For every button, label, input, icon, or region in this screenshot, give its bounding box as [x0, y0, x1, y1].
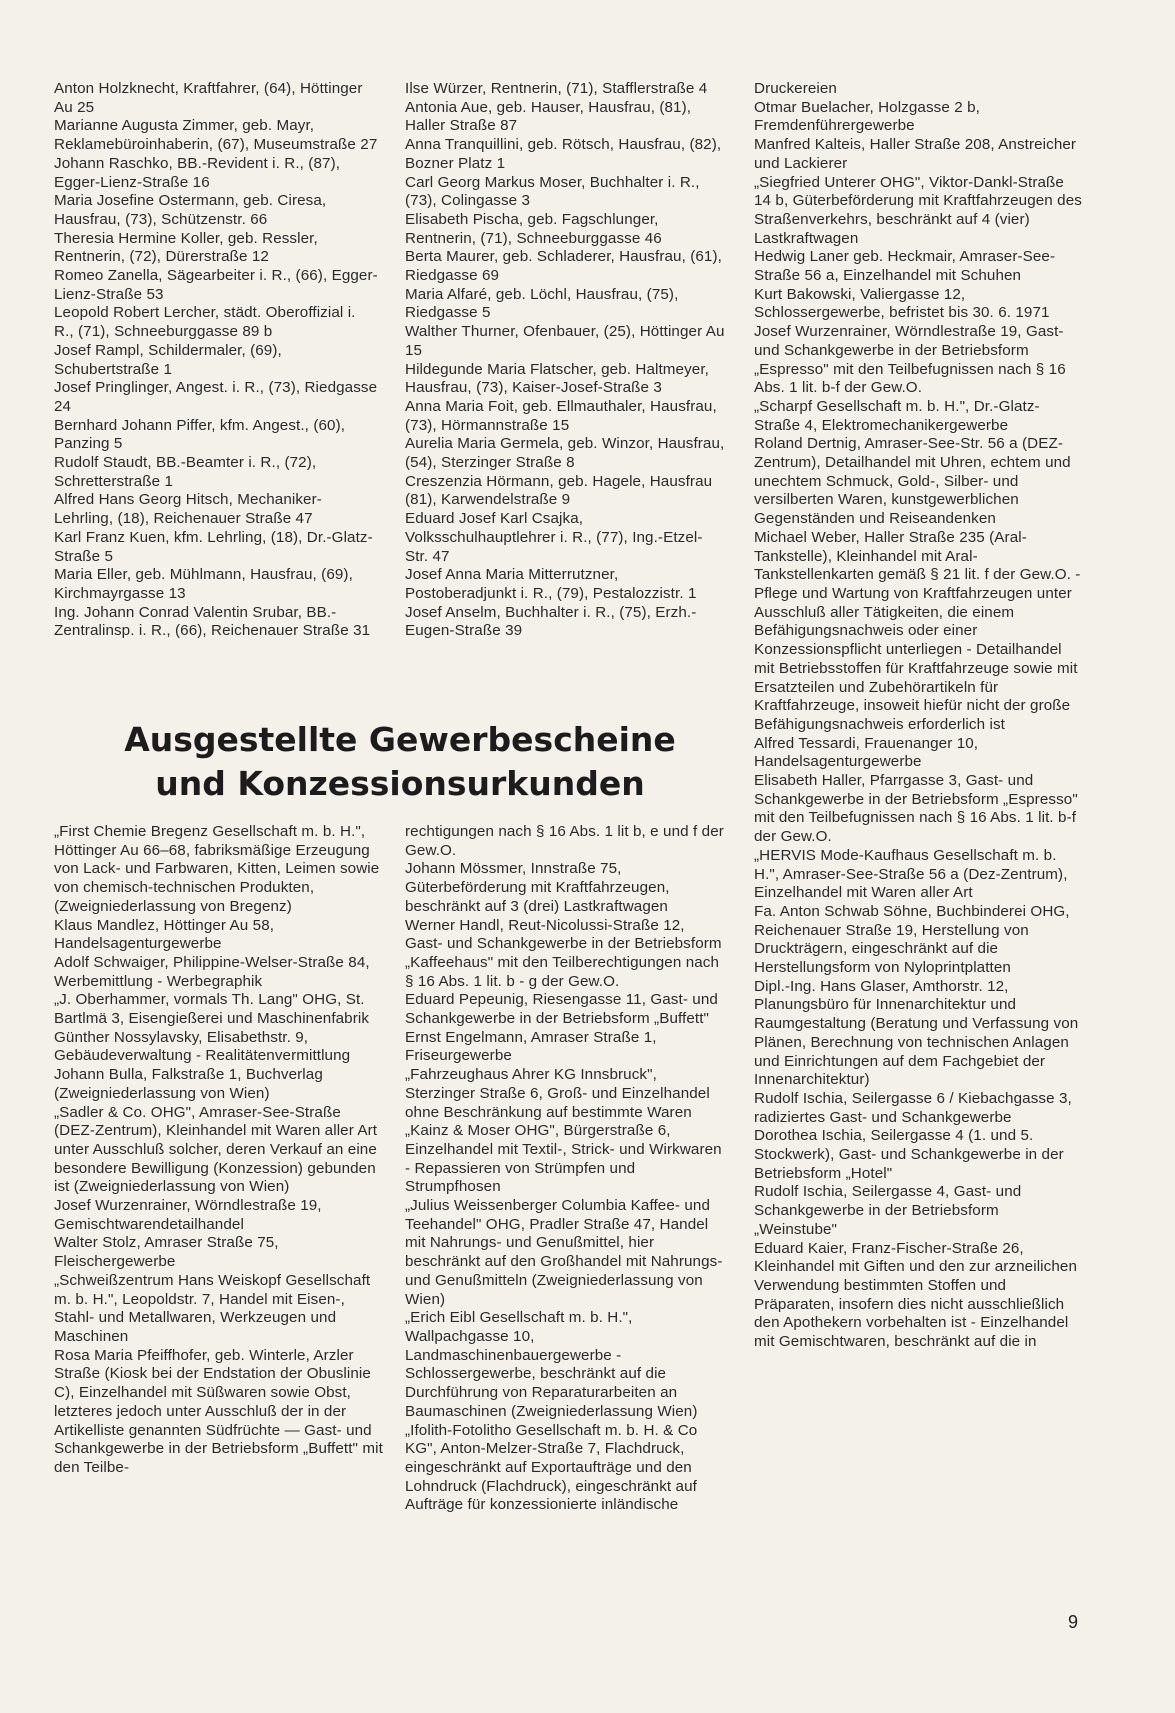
license-column-2 — [405, 823, 725, 1515]
list-item: Alfred Hans Georg Hitsch, Mechaniker-Lehrling, (18), Reichenauer Straße 47 — [54, 491, 322, 528]
list-item: „Fahrzeughaus Ahrer KG Innsbruck", Sterzinger Straße 6, Groß- und Einzelhandel ohne Beschränkung auf bestimmte Waren — [405, 1066, 710, 1121]
list-item: Karl Franz Kuen, kfm. Lehrling, (18), Dr.-Glatz-Straße 5 — [54, 528, 373, 565]
section-heading — [100, 718, 700, 806]
list-item: Maria Eller, geb. Mühlmann, Hausfrau, (69), Kirchmayrgasse 13 — [54, 566, 353, 602]
list-item: Johann Raschko, BB.-Revident i. R., (87), Egger-Lienz-Straße 16 — [54, 154, 341, 191]
list-item: Alfred Tessardi, Frauenanger 10, Handelsagenturgewerbe — [754, 734, 979, 771]
list-item: Maria Josefine Ostermann, geb. Ciresa, Hausfrau, (73), Schützenstr. 66 — [54, 192, 327, 228]
license-column-3 — [754, 80, 1084, 1352]
list-item: Anna Tranquillini, geb. Rötsch, Hausfrau, (82), Bozner Platz 1 — [405, 136, 722, 172]
list-item: Rudolf Staudt, BB.-Beamter i. R., (72), Schretterstraße 1 — [54, 454, 317, 490]
obituary-column-1 — [54, 80, 379, 641]
page-number: 9 — [1068, 1612, 1079, 1632]
obituary-column-2 — [405, 80, 725, 641]
list-item: Hedwig Laner geb. Heckmair, Amraser-See-Straße 56 a, Einzelhandel mit Schuhen — [754, 248, 1056, 285]
list-item: Josef Wurzenrainer, Wörndlestraße 19, Gemischtwarendetailhandel — [54, 1197, 322, 1233]
list-item: Eduard Josef Karl Csajka, Volksschulhauptlehrer i. R., (77), Ing.-Etzel-Str. 47 — [405, 510, 703, 565]
list-item: Walther Thurner, Ofenbauer, (25), Höttinger Au 15 — [405, 323, 725, 359]
list-item: Hildegunde Maria Flatscher, geb. Haltmeyer, Hausfrau, (73), Kaiser-Josef-Straße 3 — [405, 360, 709, 397]
list-item: Bernhard Johann Piffer, kfm. Angest., (60), Panzing 5 — [54, 416, 346, 453]
list-item: Kurt Bakowski, Valiergasse 12, Schlossergewerbe, befristet bis 30. 6. 1971 — [754, 285, 1050, 322]
list-item: Roland Dertnig, Amraser-See-Str. 56 a (DEZ-Zentrum), Detailhandel mit Uhren, echtem und unechtem Schmuck, Gold-, Silber- und versilberten Waren, kunstgewerblichen Gegenständen und Reiseandenken — [754, 435, 1071, 528]
list-item: „Kainz & Moser OHG", Bürgerstraße 6, Einzelhandel mit Textil-, Strick- und Wirkwaren - Repassieren von Strümpfen und Strumpfhosen — [405, 1122, 722, 1196]
section-heading-line-2: und Konzessionsurkunden — [155, 764, 645, 803]
list-item: Klaus Mandlez, Höttinger Au 58, Handelsagenturgewerbe — [54, 916, 275, 953]
list-item: Ilse Würzer, Rentnerin, (71), Stafflerstraße 4 — [405, 80, 708, 97]
list-item: Werner Handl, Reut-Nicolussi-Straße 12, Gast- und Schankgewerbe in der Betriebsform „Kaffeehaus" mit den Teilberechtigungen nach § 16 Abs. 1 lit. b - g der Gew.O. — [405, 916, 722, 990]
list-item: Manfred Kalteis, Haller Straße 208, Anstreicher und Lackierer — [754, 136, 1077, 172]
list-item: „Erich Eibl Gesellschaft m. b. H.", Wallpachgasse 10, Landmaschinenbauergewerbe - Schlossergewerbe, beschränkt auf die Durchführung von Reparaturarbeiten an Baumaschinen (Zweigniederlassung Wien) — [405, 1309, 698, 1420]
list-item: „J. Oberhammer, vormals Th. Lang" OHG, St. Bartlmä 3, Eisengießerei und Maschinenfabrik — [54, 991, 370, 1028]
list-item: Josef Anna Maria Mitterrutzner, Postoberadjunkt i. R., (79), Pestalozzistr. 1 — [405, 566, 697, 602]
list-item: Walter Stolz, Amraser Straße 75, Fleischergewerbe — [54, 1234, 279, 1271]
license-column-1 — [54, 823, 384, 1478]
list-item: „Siegfried Unterer OHG", Viktor-Dankl-Straße 14 b, Güterbeförderung mit Kraftfahrzeugen des Straßenverkehrs, beschränkt auf 4 (vier) Lastkraftwagen — [754, 173, 1082, 247]
list-item: Rudolf Ischia, Seilergasse 4, Gast- und Schankgewerbe in der Betriebsform „Weinstube" — [754, 1183, 1022, 1238]
list-item: „Julius Weissenberger Columbia Kaffee- und Teehandel" OHG, Pradler Straße 47, Handel mit Nahrungs- und Genußmittel, hier beschränkt auf den Großhandel mit Nahrungs- und Genußmitteln (Zweigniederlassung von Wien) — [405, 1197, 723, 1308]
list-item: Johann Bulla, Falkstraße 1, Buchverlag (Zweigniederlassung von Wien) — [54, 1066, 323, 1102]
list-item: Fa. Anton Schwab Söhne, Buchbinderei OHG, Reichenauer Straße 19, Herstellung von Druckträgern, eingeschränkt auf die Herstellungsform von Nyloprintplatten — [754, 902, 1070, 977]
list-item: „First Chemie Bregenz Gesellschaft m. b. H.", Höttinger Au 66–68, fabriksmäßige Erzeugung von Lack- und Farbwaren, Kitten, Leimen sowie von chemisch-technischen Produkten, (Zweigniederlassung von Bregenz) — [54, 823, 380, 915]
list-item: Eduard Pepeunig, Riesengasse 11, Gast- und Schankgewerbe in der Betriebsform „Buffett" — [405, 991, 718, 1028]
list-item: Elisabeth Pischa, geb. Fagschlunger, Rentnerin, (71), Schneeburggasse 46 — [405, 210, 662, 247]
list-item: Josef Pringlinger, Angest. i. R., (73), Riedgasse 24 — [54, 379, 378, 415]
list-item: „Ifolith-Fotolitho Gesellschaft m. b. H. & Co KG", Anton-Melzer-Straße 7, Flachdruck, eingeschränkt auf Exportaufträge und den Lohndruck (Flachdruck), eingeschränkt auf Aufträge für konzessionierte inländische — [405, 1421, 698, 1514]
list-item: Anna Maria Foit, geb. Ellmauthaler, Hausfrau, (73), Hörmannstraße 15 — [405, 397, 717, 434]
list-item: Anton Holzknecht, Kraftfahrer, (64), Höttinger Au 25 — [54, 80, 363, 116]
list-item: Druckereien — [754, 80, 837, 97]
list-item: Michael Weber, Haller Straße 235 (Aral-Tankstelle), Kleinhandel mit Aral-Tankstellenkarten gemäß § 21 lit. f der Gew.O. - Pflege und Wartung von Kraftfahrzeugen unter Ausschluß aller Tätigkeiten, die einem Befähigungsnachweis oder einer Konzessionspflicht unterliegen - Detailhandel mit Betriebsstoffen für Kraftfahrzeuge sowie mit Ersatzteilen und Zubehörartikeln für Kraftfahrzeuge, insoweit hiefür nicht der große Befähigungsnachweis erforderlich ist — [754, 528, 1081, 733]
list-item: Romeo Zanella, Sägearbeiter i. R., (66), Egger-Lienz-Straße 53 — [54, 267, 378, 303]
list-item: Maria Alfaré, geb. Löchl, Hausfrau, (75), Riedgasse 5 — [405, 285, 679, 322]
list-item: Theresia Hermine Koller, geb. Ressler, Rentnerin, (72), Dürerstraße 12 — [54, 229, 318, 266]
list-item: Otmar Buelacher, Holzgasse 2 b, Fremdenführergewerbe — [754, 98, 980, 135]
list-item: Aurelia Maria Germela, geb. Winzor, Hausfrau, (54), Sterzinger Straße 8 — [405, 435, 725, 472]
list-item: „Schweißzentrum Hans Weiskopf Gesellschaft m. b. H.", Leopoldstr. 7, Handel mit Eisen-, Stahl- und Metallwaren, Werkzeugen und Maschinen — [54, 1271, 371, 1345]
list-item: „HERVIS Mode-Kaufhaus Gesellschaft m. b. H.", Amraser-See-Straße 56 a (Dez-Zentrum), Einzelhandel mit Waren aller Art — [754, 846, 1068, 902]
list-item: Antonia Aue, geb. Hauser, Hausfrau, (81), Haller Straße 87 — [405, 98, 692, 135]
list-item: Carl Georg Markus Moser, Buchhalter i. R., (73), Colingasse 3 — [405, 173, 700, 210]
list-item: Johann Mössmer, Innstraße 75, Güterbeförderung mit Kraftfahrzeugen, beschränkt auf 3 (drei) Lastkraftwagen — [405, 860, 670, 915]
list-item: Marianne Augusta Zimmer, geb. Mayr, Reklamebüroinhaberin, (67), Museumstraße 27 — [54, 117, 378, 154]
section-heading-line-1: Ausgestellte Gewerbescheine — [124, 720, 676, 759]
list-item: Josef Rampl, Schildermaler, (69), Schubertstraße 1 — [54, 341, 282, 378]
list-item: Elisabeth Haller, Pfarrgasse 3, Gast- und Schankgewerbe in der Betriebsform „Espresso" mit den Teilbefugnissen nach § 16 Abs. 1 lit. b-f der Gew.O. — [754, 772, 1078, 846]
list-item: Rudolf Ischia, Seilergasse 6 / Kiebachgasse 3, radiziertes Gast- und Schankgewerbe — [754, 1089, 1072, 1126]
list-item: Berta Maurer, geb. Schladerer, Hausfrau, (61), Riedgasse 69 — [405, 248, 722, 285]
list-item: Creszenzia Hörmann, geb. Hagele, Hausfrau (81), Karwendelstraße 9 — [405, 472, 713, 509]
list-item: Ernst Engelmann, Amraser Straße 1, Friseurgewerbe — [405, 1028, 657, 1065]
list-item: „Sadler & Co. OHG", Amraser-See-Straße (DEZ-Zentrum), Kleinhandel mit Waren aller Art unter Ausschluß solcher, deren Verkauf an eine besondere Bewilligung (Konzession) gebunden ist (Zweigniederlassung von Wien) — [54, 1103, 378, 1196]
list-item: Ing. Johann Conrad Valentin Srubar, BB.-Zentralinsp. i. R., (66), Reichenauer Straße 31 — [54, 603, 371, 640]
list-item: Rosa Maria Pfeiffhofer, geb. Winterle, Arzler Straße (Kiosk bei der Endstation der Obuslinie C), Einzelhandel mit Süßwaren sowie Obst, letzteres jedoch unter Ausschluß der in der Artikelliste genannten Südfrüchte — Gast- und Schankgewerbe in der Betriebsform „Buffett" mit den Teilbe- — [54, 1346, 383, 1476]
list-item: „Scharpf Gesellschaft m. b. H.", Dr.-Glatz-Straße 4, Elektromechanikergewerbe — [754, 397, 1040, 434]
list-item: Eduard Kaier, Franz-Fischer-Straße 26, Kleinhandel mit Giften und den zur arzneilichen Verwendung bestimmten Stoffen und Präparaten, insofern dies nicht ausschließlich den Apothekern vorbehalten ist - Einzelhandel mit Gemischtwaren, beschränkt auf die in — [754, 1239, 1077, 1351]
list-item: Leopold Robert Lercher, städt. Oberoffizial i. R., (71), Schneeburggasse 89 b — [54, 304, 356, 341]
list-item: Josef Anselm, Buchhalter i. R., (75), Erzh.-Eugen-Straße 39 — [405, 603, 697, 640]
list-item: Günther Nossylavsky, Elisabethstr. 9, Gebäudeverwaltung - Realitätenvermittlung — [54, 1028, 351, 1065]
list-item: Dorothea Ischia, Seilergasse 4 (1. und 5. Stockwerk), Gast- und Schankgewerbe in der Betriebsform „Hotel" — [754, 1127, 1064, 1182]
list-item: Adolf Schwaiger, Philippine-Welser-Straße 84, Werbemittlung - Werbegraphik — [54, 953, 370, 990]
list-item: Dipl.-Ing. Hans Glaser, Amthorstr. 12, Planungsbüro für Innenarchitektur und Raumgestaltung (Beratung und Verfassung von Plänen, Berechnung von technischen Anlagen und Einrichtungen auf dem Fachgebiet der Innenarchitektur) — [754, 977, 1079, 1089]
list-item: Josef Wurzenrainer, Wörndlestraße 19, Gast- und Schankgewerbe in der Betriebsform „Espresso" mit den Teilbefugnissen nach § 16 Abs. 1 lit. b-f der Gew.O. — [754, 323, 1066, 397]
list-item: rechtigungen nach § 16 Abs. 1 lit b, e und f der Gew.O. — [405, 823, 724, 859]
